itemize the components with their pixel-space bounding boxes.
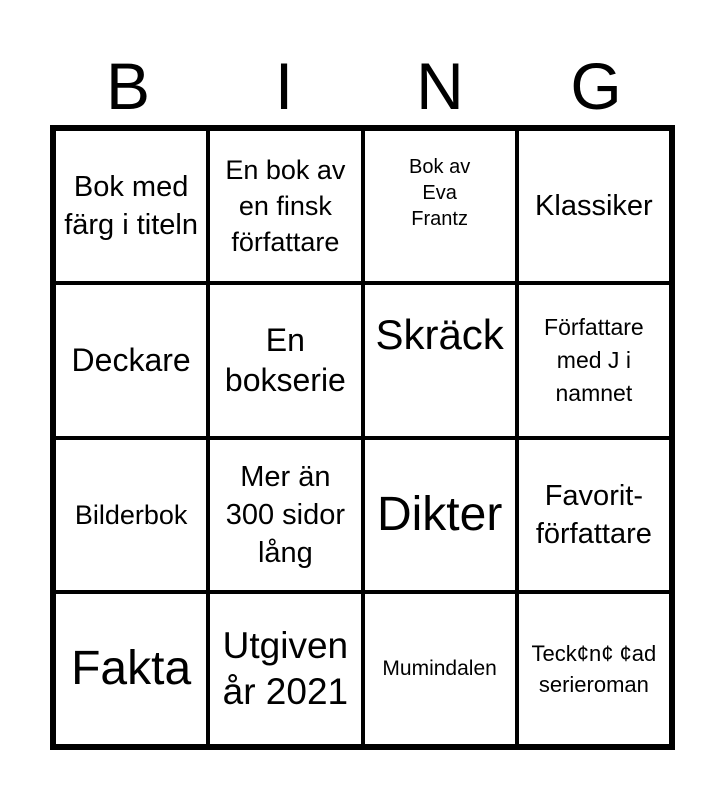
- cell-text: Favorit-författare: [535, 479, 652, 550]
- bingo-cell-r4-c1[interactable]: [54, 592, 208, 746]
- cell-text: Teck¢n¢ ¢ad serieroman: [531, 640, 657, 697]
- bingo-header: [50, 50, 674, 122]
- bingo-cell-r3-c3[interactable]: [363, 438, 517, 592]
- header-letter-b: B: [105, 49, 151, 123]
- cell-text: Fakta: [71, 641, 192, 695]
- bingo-cell-r4-c2[interactable]: [208, 592, 362, 746]
- cell-text: Klassiker: [535, 190, 653, 223]
- cell-text: Mer än 300 sidor lång: [225, 460, 346, 569]
- cell-text: Författare med J i namnet: [544, 313, 644, 406]
- cell-text: Skräck: [375, 311, 504, 359]
- bingo-cell-r3-c1[interactable]: [54, 438, 208, 592]
- cell-text: Deckare: [71, 342, 191, 379]
- cell-text: Dikter: [376, 487, 503, 541]
- bingo-cell-r1-c4[interactable]: [517, 129, 671, 283]
- cell-text: Bok med färg i titeln: [64, 171, 199, 242]
- bingo-cell-r1-c3[interactable]: [363, 129, 517, 283]
- cell-text: En bokserie: [224, 322, 346, 399]
- bingo-cell-r3-c2[interactable]: [208, 438, 362, 592]
- bingo-cell-r4-c4[interactable]: [517, 592, 671, 746]
- bingo-cell-r3-c4[interactable]: [517, 438, 671, 592]
- cell-text: Utgiven år 2021: [222, 624, 349, 712]
- header-letter-g: G: [570, 49, 622, 123]
- header-letter-i: I: [274, 49, 294, 123]
- cell-text: Bok av Eva Frantz: [409, 156, 471, 231]
- bingo-grid: [50, 125, 675, 750]
- bingo-cell-r2-c1[interactable]: [54, 283, 208, 437]
- bingo-cell-r2-c4[interactable]: [517, 283, 671, 437]
- bingo-cell-r2-c3[interactable]: [363, 283, 517, 437]
- cell-text: Bilderbok: [74, 499, 188, 530]
- cell-text: Mumindalen: [382, 656, 497, 680]
- bingo-cell-r1-c1[interactable]: [54, 129, 208, 283]
- bingo-cell-r2-c2[interactable]: [208, 283, 362, 437]
- cell-text: En bok av en finsk författare: [225, 155, 346, 258]
- bingo-cell-r4-c3[interactable]: [363, 592, 517, 746]
- header-letter-n: N: [416, 49, 464, 123]
- bingo-cell-r1-c2[interactable]: [208, 129, 362, 283]
